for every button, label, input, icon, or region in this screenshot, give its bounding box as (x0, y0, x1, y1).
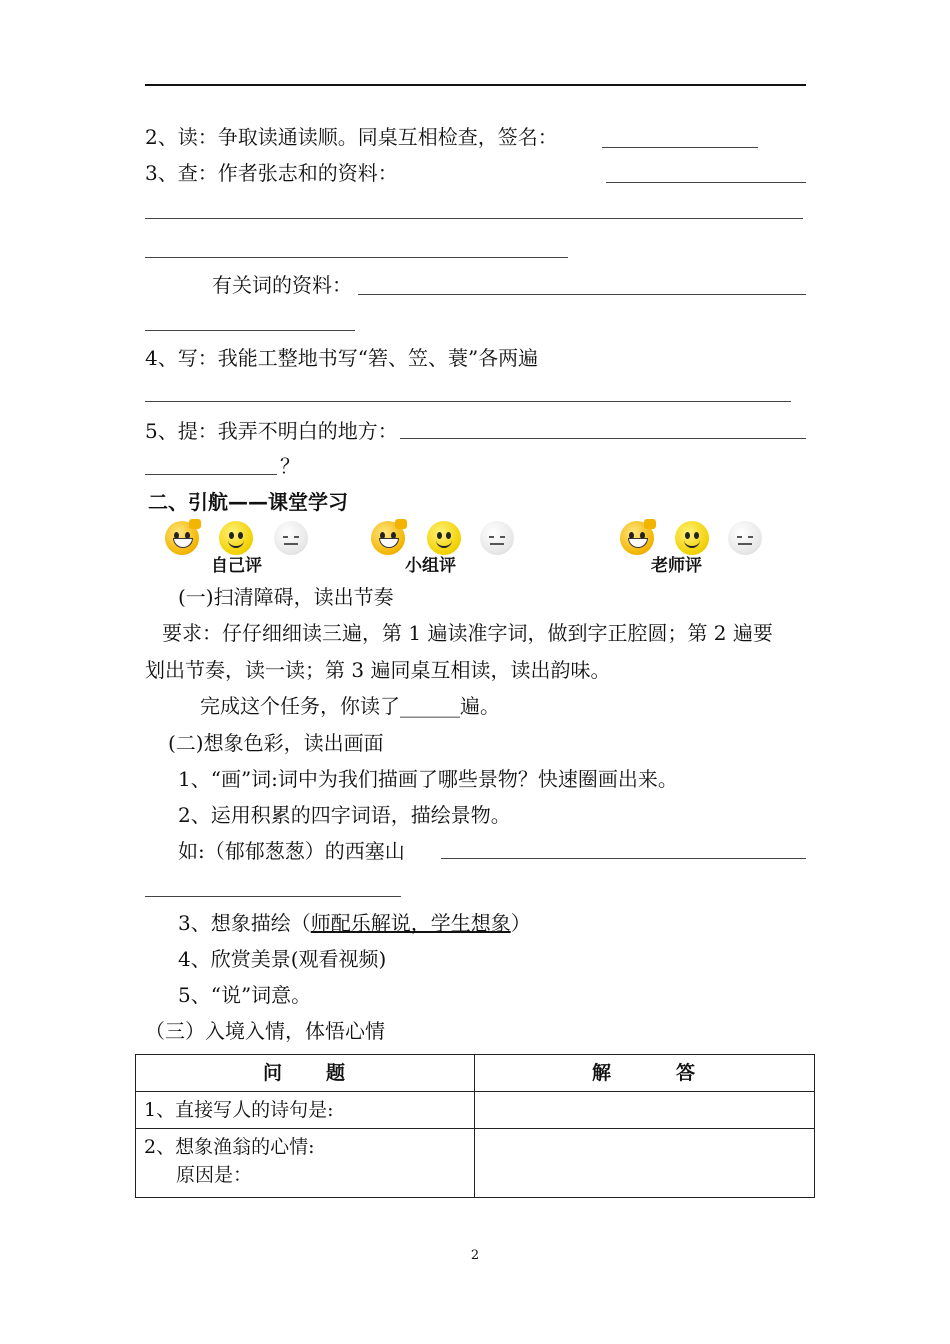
table-row (136, 1129, 815, 1198)
author-info-blank-1[interactable] (606, 182, 806, 183)
header-rule (145, 84, 806, 86)
grin-face-icon[interactable] (620, 521, 654, 555)
part-3-title: （三）入境入情，体悟心情 (145, 1019, 385, 1043)
smile-face-icon[interactable] (219, 521, 253, 555)
item-5-ask: 5、提：我弄不明白的地方： (145, 419, 398, 443)
table-header-row (136, 1055, 815, 1092)
question-blank-1[interactable] (400, 438, 806, 439)
item-3-lookup: 3、查：作者张志和的资料： (145, 161, 398, 185)
neutral-face-icon[interactable] (480, 521, 514, 555)
table-row (136, 1092, 815, 1129)
part-1-done: 完成这个任务，你读了______遍。 (200, 694, 500, 718)
eval-label-teacher: 老师评 (651, 556, 702, 576)
part-2-item-5: 5、“说”词意。 (178, 983, 312, 1007)
ci-info-blank-2[interactable] (145, 330, 355, 331)
part-1-requirement-line-1: 要求：仔仔细细读三遍，第 1 遍读准字词，做到字正腔圆；第 2 遍要 (162, 621, 773, 645)
part-1-title: (一)扫清障碍，读出节奏 (178, 585, 394, 609)
answer-cell[interactable] (475, 1129, 815, 1198)
header-question: 问 题 (136, 1055, 475, 1092)
author-info-blank-3[interactable] (145, 257, 568, 258)
part-1-requirement-line-2: 划出节奏，读一读；第 3 遍同桌互相读，读出韵味。 (145, 658, 611, 682)
eval-group-teacher (618, 517, 778, 576)
eval-label-team: 小组评 (405, 556, 456, 576)
grin-face-icon[interactable] (165, 521, 199, 555)
smile-face-icon[interactable] (675, 521, 709, 555)
item-2-read: 2、读：争取读通读顺。同桌互相检查，签名： (145, 125, 558, 149)
eval-group-self (163, 517, 323, 576)
part-2-item-1: 1、“画”词:词中为我们描画了哪些景物？快速圈画出来。 (178, 767, 678, 791)
qa-table (135, 1054, 815, 1198)
question-blank-2[interactable] (145, 474, 277, 475)
part-2-title: (二)想象色彩，读出画面 (168, 731, 384, 755)
grin-face-icon[interactable] (371, 521, 405, 555)
ci-info-blank-1[interactable] (358, 294, 806, 295)
neutral-face-icon[interactable] (728, 521, 762, 555)
smile-face-icon[interactable] (427, 521, 461, 555)
scenery-blank-1[interactable] (441, 858, 806, 859)
part-2-item-3: 3、想象描绘（师配乐解说，学生想象） (178, 911, 531, 935)
eval-label-self: 自己评 (211, 556, 262, 576)
section-2-heading: 二、引航——课堂学习 (148, 490, 348, 514)
question-cell: 2、想象渔翁的心情: 原因是： (136, 1129, 475, 1198)
part-2-item-2: 2、运用积累的四字词语，描绘景物。 (178, 803, 511, 827)
item-4-write: 4、写：我能工整地书写“箬、笠、蓑”各两遍 (145, 346, 539, 370)
question-mark: ？ (280, 454, 300, 478)
page-number: 2 (470, 1248, 480, 1263)
writing-blank[interactable] (145, 401, 791, 402)
header-answer: 解 答 (475, 1055, 815, 1092)
author-info-blank-2[interactable] (145, 218, 803, 219)
part-2-item-4: 4、欣赏美景(观看视频) (178, 947, 387, 971)
signature-blank[interactable] (602, 147, 758, 148)
neutral-face-icon[interactable] (274, 521, 308, 555)
part-2-example: 如:（郁郁葱葱）的西塞山 (178, 839, 405, 863)
item-3-ci-info: 有关词的资料： (212, 273, 352, 297)
read-count-blank[interactable]: ______ (400, 694, 460, 718)
answer-cell[interactable] (475, 1092, 815, 1129)
eval-group-team (369, 517, 529, 576)
scenery-blank-2[interactable] (145, 896, 401, 897)
question-cell: 1、直接写人的诗句是: (136, 1092, 475, 1129)
